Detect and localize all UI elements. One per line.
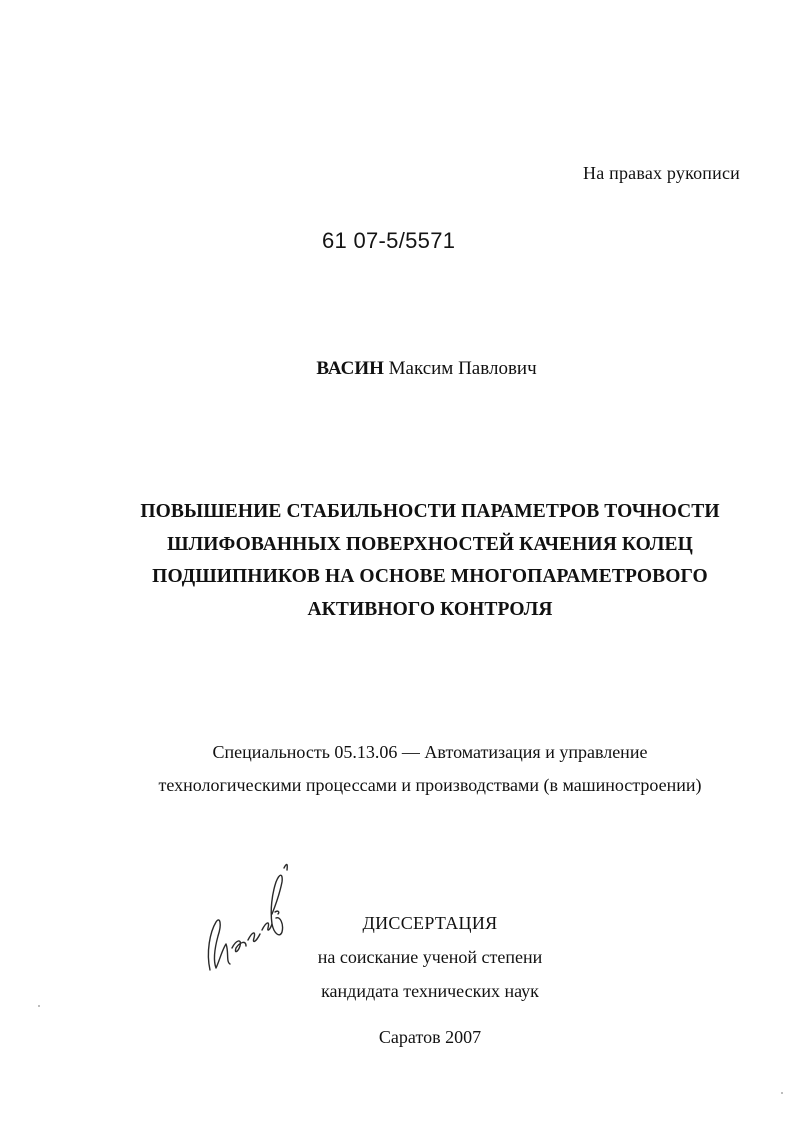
specialty-block [100,736,760,802]
degree-line: на соискание ученой степени [317,947,543,967]
author-given-names: Максим Павлович [388,358,537,379]
title-line: ШЛИФОВАННЫХ ПОВЕРХНОСТЕЙ КАЧЕНИЯ КОЛЕЦ [167,533,693,555]
dissertation-block [300,906,560,1008]
rights-notice: На правах рукописи [583,163,740,183]
scan-speck [781,1092,783,1094]
catalog-number: 61 07-5/5571 [322,228,456,253]
specialty-line: технологическими процессами и производствами (в машиностроении) [158,775,702,795]
title-line: ПОВЫШЕНИЕ СТАБИЛЬНОСТИ ПАРАМЕТРОВ ТОЧНОСТИ [140,501,720,522]
author-name [0,358,793,380]
author-surname: ВАСИН [316,358,384,379]
specialty-line: Специальность 05.13.06 — Автоматизация и управление [212,742,648,762]
dissertation-title [100,496,760,626]
scan-speck [38,1005,40,1007]
dissertation-heading: ДИССЕРТАЦИЯ [362,913,498,933]
handwritten-signature [196,852,306,982]
title-line: АКТИВНОГО КОНТРОЛЯ [307,598,553,620]
city-year: Саратов 2007 [378,1027,482,1047]
degree-line: кандидата технических наук [321,981,539,1001]
title-line: ПОДШИПНИКОВ НА ОСНОВЕ МНОГОПАРАМЕТРОВОГО [152,566,708,587]
